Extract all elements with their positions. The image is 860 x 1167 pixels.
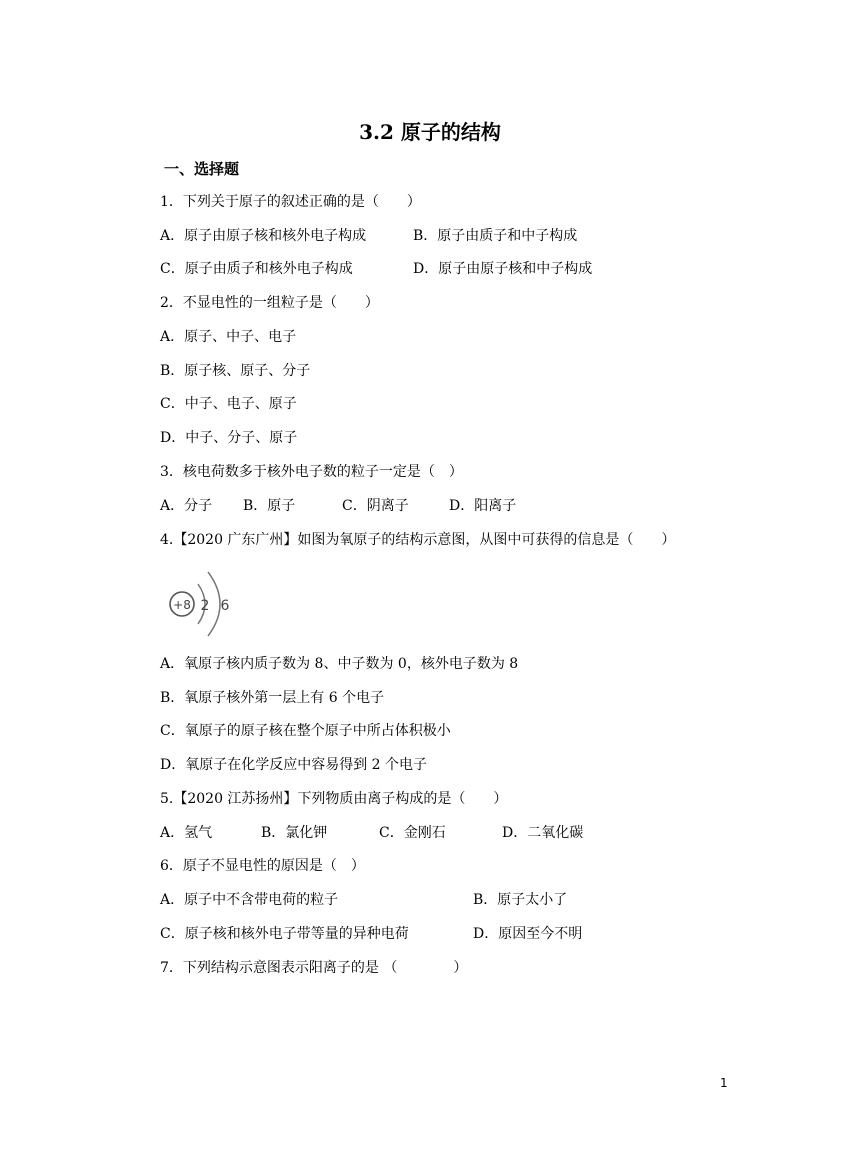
q5-option-b[interactable]: B．氯化钾 [261, 825, 328, 841]
q6-option-b[interactable]: B．原子太小了 [473, 892, 568, 908]
q6-option-d[interactable]: D．原因至今不明 [473, 926, 583, 942]
question-6-stem: 6．原子不显电性的原因是（ ） [160, 858, 365, 874]
q3-option-b[interactable]: B．原子 [243, 498, 296, 514]
question-7-stem: 7．下列结构示意图表示阳离子的是 （ ） [160, 960, 468, 976]
q3-option-c[interactable]: C．阴离子 [342, 498, 409, 514]
nucleus-charge-label: +8 [173, 598, 191, 612]
oxygen-atom-diagram [168, 562, 238, 642]
q6-option-c[interactable]: C．原子核和核外电子带等量的异种电荷 [160, 926, 409, 942]
q4-option-c[interactable]: C．氧原子的原子核在整个原子中所占体积极小 [160, 723, 451, 739]
q3-option-d[interactable]: D．阳离子 [449, 498, 517, 514]
q4-option-d[interactable]: D．氧原子在化学反应中容易得到 2 个电子 [160, 757, 428, 773]
q2-option-b[interactable]: B．原子核、原子、分子 [160, 363, 311, 379]
q1-option-c[interactable]: C．原子由质子和核外电子构成 [160, 261, 353, 277]
q4-option-b[interactable]: B．氧原子核外第一层上有 6 个电子 [160, 690, 385, 706]
shell-2-electrons-label: 6 [220, 598, 230, 614]
q1-option-b[interactable]: B．原子由质子和中子构成 [413, 228, 578, 244]
shell-1-electrons-label: 2 [200, 598, 210, 614]
q2-option-d[interactable]: D．中子、分子、原子 [160, 430, 298, 446]
page-title: 3.2 原子的结构 [359, 120, 501, 144]
q1-option-d[interactable]: D．原子由原子核和中子构成 [413, 261, 593, 277]
q2-option-a[interactable]: A．原子、中子、电子 [160, 329, 297, 345]
q6-option-a[interactable]: A．原子中不含带电荷的粒子 [160, 892, 339, 908]
q4-option-a[interactable]: A．氧原子核内质子数为 8、中子数为 0，核外电子数为 8 [160, 656, 519, 672]
question-3-stem: 3．核电荷数多于核外电子数的粒子一定是（ ） [160, 464, 463, 480]
q3-option-a[interactable]: A．分子 [160, 498, 213, 514]
section-heading: 一、选择题 [164, 160, 240, 178]
q5-option-d[interactable]: D．二氧化碳 [502, 825, 584, 841]
electron-shell-2-arc [208, 572, 220, 636]
q5-option-c[interactable]: C．金刚石 [379, 825, 446, 841]
question-4-stem: 4.【2020 广东广州】如图为氧原子的结构示意图，从图中可获得的信息是（ ） [160, 532, 676, 548]
question-5-stem: 5.【2020 江苏扬州】下列物质由离子构成的是（ ） [160, 791, 508, 807]
question-1-stem: 1．下列关于原子的叙述正确的是（ ） [160, 194, 421, 210]
page-number: 1 [720, 1076, 728, 1090]
q1-option-a[interactable]: A．原子由原子核和核外电子构成 [160, 228, 367, 244]
question-2-stem: 2．不显电性的一组粒子是（ ） [160, 295, 379, 311]
q5-option-a[interactable]: A．氢气 [160, 825, 213, 841]
q2-option-c[interactable]: C．中子、电子、原子 [160, 396, 297, 412]
